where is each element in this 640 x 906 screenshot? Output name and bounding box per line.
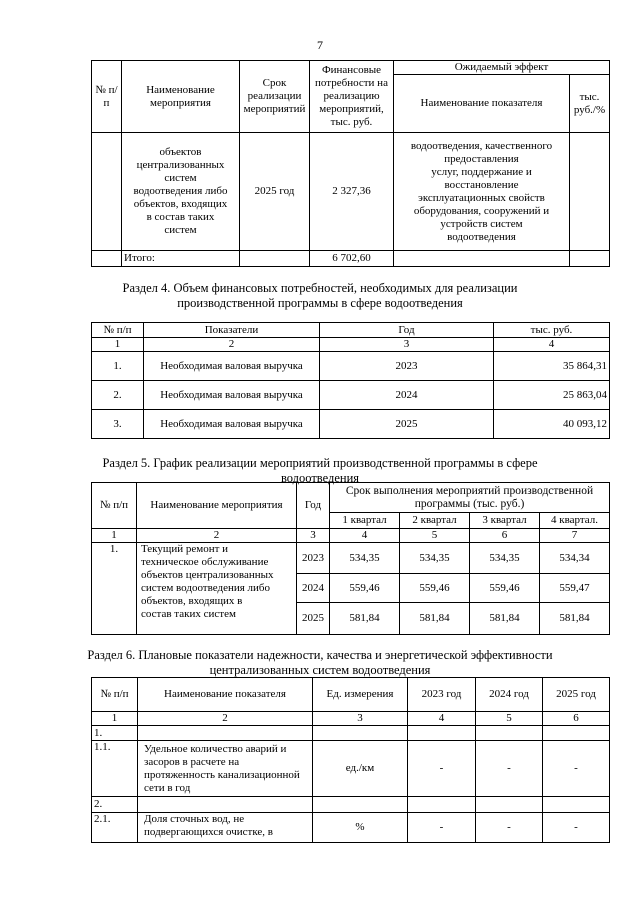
name-line: подвергающихся очистке, в [144,826,273,838]
quarter-header: 2 квартал [400,513,470,529]
name-line: систем [164,224,197,236]
s5-measure-name [137,543,297,635]
s4-header-num: № п/п [92,323,144,338]
col-number: 3 [320,338,494,352]
value-cell: - [543,813,610,843]
col-number: 6 [543,712,610,726]
unit-cell: % [313,813,408,843]
col-number: 2 [137,529,297,543]
value-cell: 581,84 [400,603,470,635]
header-name: Наименование мероприятия [122,61,240,133]
col-number: 5 [476,712,543,726]
name-line: объектов, входящих в [141,595,243,607]
s4-header-year: Год [320,323,494,338]
quarter-header: 3 квартал [470,513,540,529]
col-number: 1 [92,712,138,726]
table-row: 1. Необходимая валовая выручка 2023 35 864,31 [92,352,610,381]
section4-title-line: производственной программы в сфере водоотведения [177,296,463,310]
value-cell: - [408,741,476,797]
table-row: 1. [92,726,610,741]
s6-header-year: 2025 год [543,678,610,712]
row-num [92,133,122,251]
section5-table [91,482,610,635]
total-label: Итого: [122,251,240,267]
value-cell: - [543,741,610,797]
col-number: 1 [92,338,144,352]
table-row: 2. Необходимая валовая выручка 2024 25 863,04 [92,381,610,410]
name-line: объектов централизованных [141,569,274,581]
value-cell: 581,84 [330,603,400,635]
table-row: 2.1. Доля сточных вод, не подвергающихся очистке, в % - - - [92,813,610,843]
section4-table [91,322,610,439]
name-line: в состав таких [146,211,215,223]
s6-header-num: № п/п [92,678,138,712]
name-line: Текущий ремонт и [141,543,229,555]
header-effect: Ожидаемый эффект [394,61,610,75]
name-line: засоров в расчете на [144,755,240,768]
col-number: 2 [144,338,320,352]
name-line: объектов [159,146,202,158]
value-cell: 559,46 [400,574,470,603]
s4-header-value: тыс. руб. [494,323,610,338]
measure-name [122,133,240,251]
value-cell: 559,46 [470,574,540,603]
name-line: сети в год [144,781,191,794]
section5-title-line: Раздел 5. График реализации мероприятий производственной программы в сфере [102,456,538,470]
effect-line: предоставления [444,152,519,165]
value-cell: 559,47 [540,574,610,603]
col-number: 3 [313,712,408,726]
header-indicator: Наименование показателя [394,75,570,133]
value-cell: - [476,813,543,843]
s5-header-num: № п/п [92,483,137,529]
section6-title [0,648,640,678]
value-cell: 534,35 [470,543,540,574]
name-line: Доля сточных вод, не [144,813,245,825]
section6-table [91,677,610,843]
section6-title-line: Раздел 6. Плановые показатели надежности, качества и энергетической эффективности [87,648,553,662]
s5-header-name: Наименование мероприятия [137,483,297,529]
value-cell: 581,84 [540,603,610,635]
effect-line: эксплуатационных свойств [418,191,545,204]
name-line: систем [164,172,197,184]
name-line: состав таких систем [141,608,236,620]
table-row: 3. Необходимая валовая выручка 2025 40 093,12 [92,410,610,439]
effect-line: водоотведения [447,230,516,243]
section4-title [0,281,640,311]
section4-title-line: Раздел 4. Объем финансовых потребностей, необходимых для реализации [122,281,518,295]
name-line: объектов, входящих [133,198,228,210]
table-row: 1.1. Удельное количество аварий и засоров в расчете на протяженность канализационной сети в год ед./км - - - [92,741,610,797]
page-number: 7 [317,38,323,52]
year-cell: 2025 [297,603,330,635]
name-line: централизованных [136,159,225,171]
name-line: техническое обслуживание [141,556,269,568]
effect-line: водоотведения, качественного [410,139,553,152]
measure-unit [570,133,610,251]
indicator-name [138,813,313,843]
measure-effect [394,133,570,251]
col-number: 2 [138,712,313,726]
col-number: 3 [297,529,330,543]
year-cell: 2023 [297,543,330,574]
name-line: систем водоотведения либо [141,582,271,594]
measures-table [91,60,610,267]
section6-title-line: централизованных систем водоотведения [209,663,431,677]
quarter-header: 4 квартал. [540,513,610,529]
s4-header-indicator: Показатели [144,323,320,338]
col-number: 4 [494,338,610,352]
s5-header-term: Срок выполнения мероприятий производственной программы (тыс. руб.) [330,483,610,513]
header-num: № п/п [92,61,122,133]
header-term: Срок реализации мероприятий [240,61,310,133]
col-number: 5 [400,529,470,543]
value-cell: 534,34 [540,543,610,574]
value-cell: 581,84 [470,603,540,635]
name-line: Удельное количество аварий и [144,742,287,755]
col-number: 6 [470,529,540,543]
effect-line: услуг, поддержание и [431,165,532,178]
effect-line: восстановление [444,178,519,191]
unit-cell: ед./км [313,741,408,797]
measure-finance: 2 327,36 [310,133,394,251]
name-line: водоотведения либо [133,185,228,197]
header-finance: Финансовые потребности на реализацию мероприятий, тыс. руб. [310,61,394,133]
table-row: 2. [92,797,610,813]
value-cell: 534,35 [330,543,400,574]
measure-term: 2025 год [240,133,310,251]
header-unit: тыс. руб./% [570,75,610,133]
s5-row-num: 1. [92,543,137,635]
name-line: протяженность канализационной [144,768,300,781]
col-number: 7 [540,529,610,543]
s6-header-year: 2024 год [476,678,543,712]
col-number: 4 [330,529,400,543]
value-cell: 534,35 [400,543,470,574]
indicator-name [138,741,313,797]
col-number: 1 [92,529,137,543]
total-value: 6 702,60 [310,251,394,267]
year-cell: 2024 [297,574,330,603]
value-cell: 559,46 [330,574,400,603]
quarter-header: 1 квартал [330,513,400,529]
effect-line: оборудования, сооружений и [413,204,550,217]
value-cell: - [408,813,476,843]
s6-header-year: 2023 год [408,678,476,712]
s6-header-name: Наименование показателя [138,678,313,712]
section5-title-line: водоотведения [280,471,360,485]
col-number: 4 [408,712,476,726]
effect-line: устройств систем [440,217,523,230]
s6-header-unit: Ед. измерения [313,678,408,712]
value-cell: - [476,741,543,797]
s5-header-year: Год [297,483,330,529]
